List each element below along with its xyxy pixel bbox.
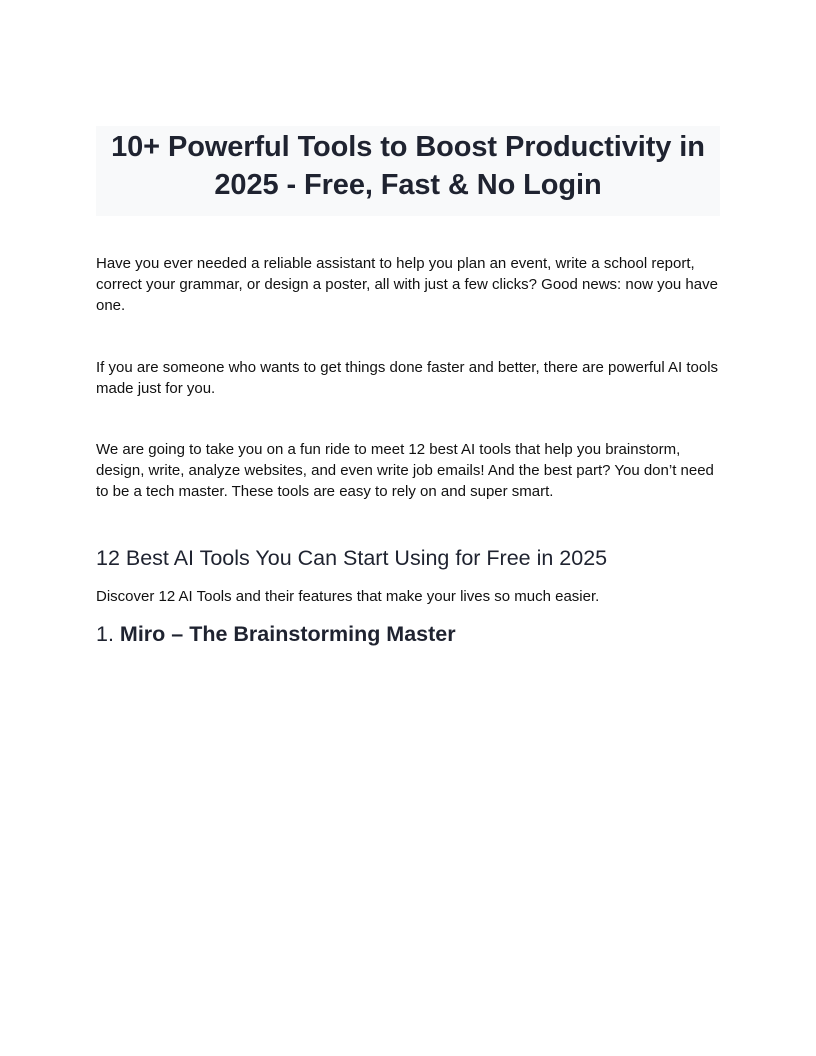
page-title: 10+ Powerful Tools to Boost Productivity in 2025 - Free, Fast & No Login <box>111 131 705 201</box>
section-intro: Discover 12 AI Tools and their features that make your lives so much easier. <box>96 588 600 605</box>
document-page <box>96 126 720 648</box>
intro-paragraph-3: We are going to take you on a fun ride to meet 12 best AI tools that help you brainstorm, design, write, analyze websites, and even write job emails! And the best part? You don’t need to be a tech master. These tools are easy to rely on and super smart. <box>96 441 714 500</box>
tool-heading-1 <box>96 620 720 648</box>
intro-paragraph-1: Have you ever needed a reliable assistant to help you plan an event, write a school report, correct your grammar, or design a poster, all with just a few clicks? Good news: now you have one. <box>96 255 718 314</box>
intro-paragraph-2: If you are someone who wants to get things done faster and better, there are powerful AI tools made just for you. <box>96 359 719 397</box>
title-block <box>96 126 720 216</box>
section-heading: 12 Best AI Tools You Can Start Using for Free in 2025 <box>96 546 608 570</box>
tool-number: 1. <box>96 622 114 646</box>
tool-name: Miro – The Brainstorming Master <box>119 622 456 646</box>
